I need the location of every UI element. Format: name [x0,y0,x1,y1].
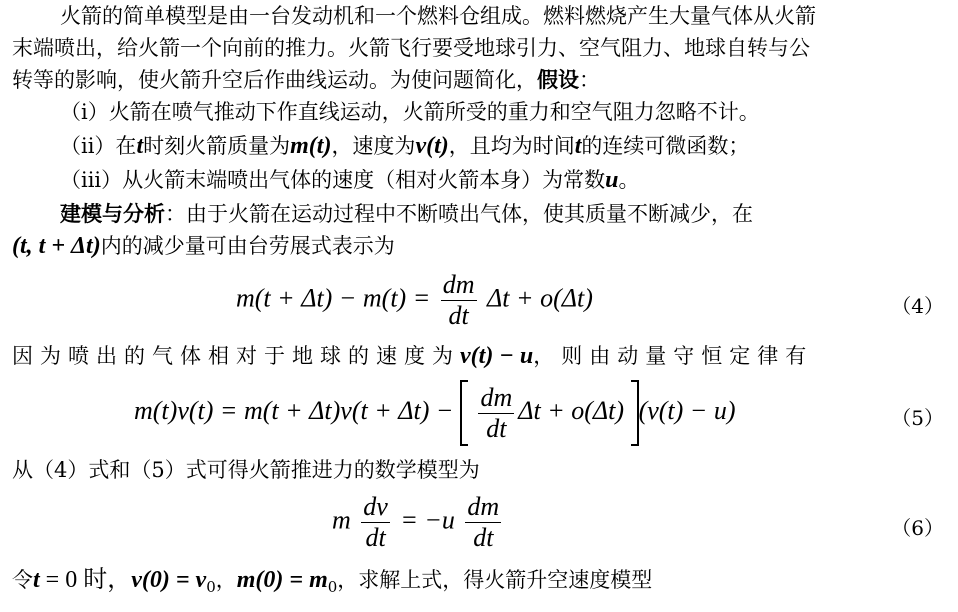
assumption-2-pre: （ii）在 [60,134,137,158]
momentum-intro-post: ，则由动量守恒定律有 [533,344,814,368]
subscript-zero: 0 [327,578,338,596]
fraction-dm-dt [478,383,514,444]
eq5-mid: Δt + o(Δt) [518,395,625,425]
equation-number-6: （6） [891,516,944,540]
solve-text: ，求解上式，得火箭升空速度模型 [337,568,653,592]
equation-5 [134,380,736,446]
var-t: t [136,133,144,159]
frac-num: dm [480,382,513,412]
analysis-line-2 [12,232,395,260]
var-t: t [574,133,582,159]
momentum-intro-text: 因为喷出的气体相对于地球的速度为 [12,344,460,368]
assumption-heading: 假设 [537,67,579,92]
momentum-intro-line [12,342,813,370]
paragraph-line-3 [12,66,600,94]
t-equals-zero: = 0 时， [39,567,132,593]
assumption-2-mid2: ，速度为 [331,134,416,158]
eq4-lhs: m(t + Δt) − m(t) = [236,283,431,313]
frac-den: dt [361,522,390,553]
fraction-dm-dt [441,270,477,331]
initial-velocity: v(0) = v [131,567,207,593]
subscript-zero: 0 [206,578,216,596]
assumption-2-mid1: 时刻火箭质量为 [143,134,291,158]
var-u: u [605,167,619,193]
equation-6 [332,492,505,553]
paragraph-line-1: 火箭的简单模型是由一台发动机和一个燃料仓组成。燃料燃烧产生大量气体从火箭 [60,4,816,28]
equation-number-4: （4） [891,294,944,318]
eq6-mid: = −u [400,505,455,535]
velocity-function: v(t) [415,133,449,159]
analysis-heading: 建模与分析 [60,201,165,226]
fraction-dv-dt [361,492,390,553]
assumption-1: （i）火箭在喷气推动下作直线运动，火箭所受的重力和空气阻力忽略不计。 [60,100,760,124]
eq6-m: m [332,505,351,535]
comma: ， [215,568,237,592]
let-text: 令 [12,568,33,592]
assumption-2-mid3: ，且均为时间 [448,134,575,158]
initial-mass: m(0) = m [236,567,328,593]
frac-num: dm [442,270,475,299]
initial-conditions-line [12,566,652,601]
frac-den: dt [441,300,477,331]
analysis-text-2: 内的减少量可由台劳展式表示为 [100,234,395,258]
right-bracket [631,380,639,446]
frac-num: dv [363,492,388,521]
equation-4 [236,270,593,331]
left-bracket [460,380,468,446]
time-interval: (t, t + Δt) [12,233,101,259]
eq5-rhs: (v(t) − u) [638,395,736,425]
equation-number-5: （5） [891,406,944,430]
relative-velocity: v(t) − u [460,343,534,369]
paragraph-line-2: 末端喷出，给火箭一个向前的推力。火箭飞行要受地球引力、空气阻力、地球自转与公 [12,36,810,60]
analysis-line-1 [60,200,753,228]
mass-function: m(t) [290,133,332,159]
assumption-2-post: 的连续可微函数； [581,134,750,158]
assumption-3-pre: （iii）从火箭末端喷出气体的速度（相对火箭本身）为常数 [60,168,606,192]
frac-den: dt [465,522,501,553]
eq5-lhs: m(t)v(t) = m(t + Δt)v(t + Δt) − [134,395,454,425]
fraction-dm-dt [465,492,501,553]
assumption-2 [60,132,749,160]
assumption-3-post: 。 [618,168,640,192]
frac-den: dt [478,413,514,444]
var-t: t [33,567,40,593]
eq4-rhs: Δt + o(Δt) [487,283,593,313]
colon: ： [579,68,600,92]
paragraph-line-3-text: 转等的影响，使火箭升空后作曲线运动。为使问题简化， [12,68,537,92]
model-intro-line: 从（4）式和（5）式可得火箭推进力的数学模型为 [12,458,480,482]
frac-num: dm [467,492,500,521]
assumption-3 [60,166,640,194]
analysis-text: ：由于火箭在运动过程中不断喷出气体，使其质量不断减少，在 [165,202,753,226]
